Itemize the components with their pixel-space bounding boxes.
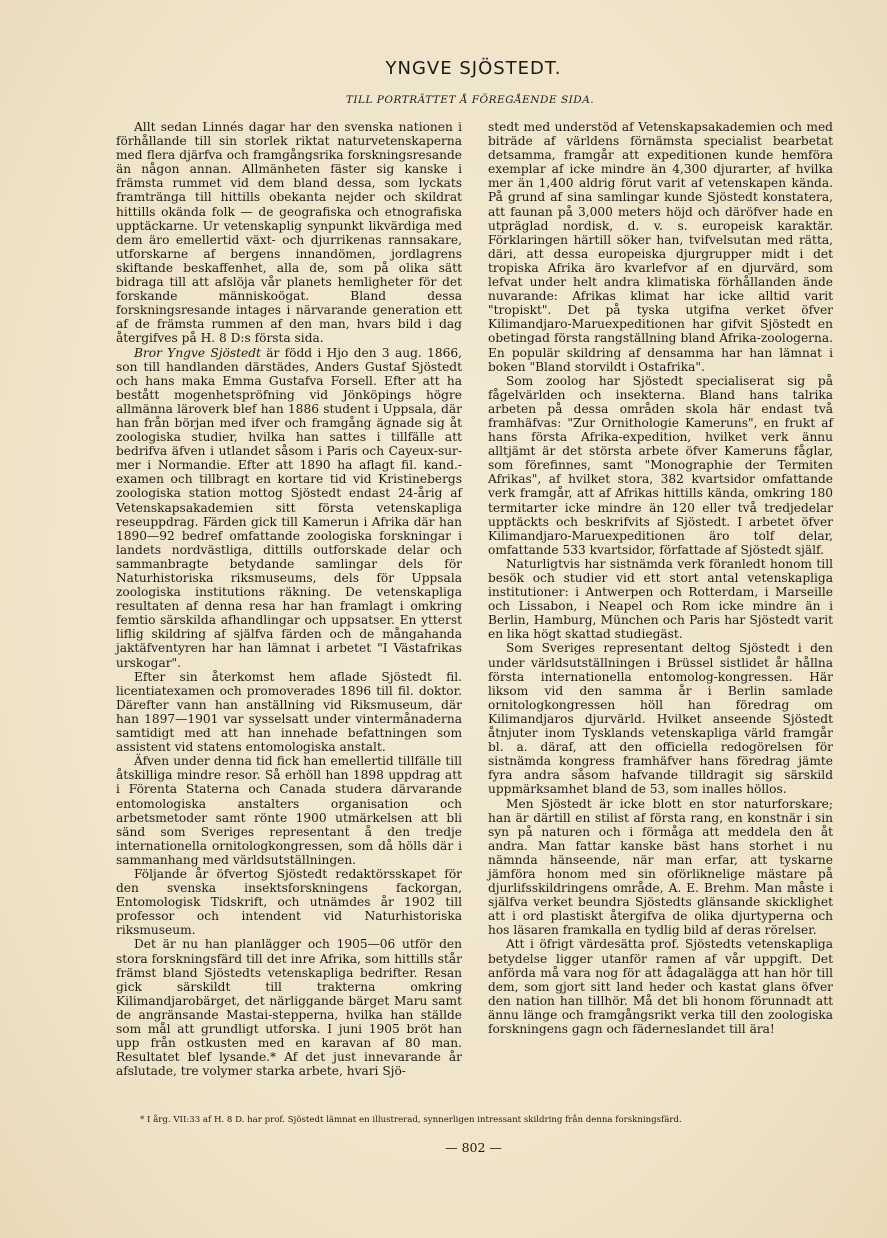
page-number: — 802 —	[445, 1140, 502, 1155]
paragraph: Det är nu han planlägger och 1905—06 utför den stora forskningsfärd till det inre Afrika, som hittills står främst bland Sjöstedts vetenskapliga bedrifter. Resan gick särskildt till trakterna omkring Kilimandjarobärget, det närliggande bärget Maru samt de angränsande Mastai-stepperna, hvilka han ställde som mål att grundligt utforska. I juni 1905 bröt han upp från ostkusten med en karavan af 80 man. Resultatet blef lysande.* Af det just innevarande år afslutade, tre volymer starka arbete, hvari Sjö-	[116, 937, 462, 1079]
paragraph: Som zoolog har Sjöstedt specialiserat sig på fågelvärlden och insekterna. Bland hans talrika arbeten på dessa områden skola här endast två framhäfvas: "Zur Ornithologie Kameruns", en frukt af hans första Afrika-expedition, hvilket verk ännu alltjämt är det största arbete öfver Kameruns fåglar, som förefinnes, samt "Monographie der Termiten Afrikas", af hvilket stora, 382 kvartsidor omfattande verk framgår, att af Afrikas hittills kända, omkring 180 termitarter icke mindre än 120 eller två tredjedelar upptäckts och beskrifvits af Sjöstedt. I arbetet öfver Kilimandjaro-Maruexpeditionen äro tolf delar, omfattande 533 kvartsidor, författade af Sjöstedt själf.	[488, 373, 833, 557]
article-subtitle: TILL PORTRÄTTET Å FÖREGÅENDE SIDA.	[345, 94, 595, 106]
paragraph: stedt med understöd af Vetenskapsakademien och med biträde af världens förnämsta specialist bearbetat detsamma, framgår att expeditionen kunde hemföra exemplar af icke mindre än 4,300 djurarter, af hvilka mer än 1,400 aldrig förut varit af vetenskapen kända. På grund af sina samlingar kunde Sjöstedt konstatera, att faunan på 3,000 meters höjd och däröfver hade en utpräglad nordisk, d. v. s. europeisk karaktär. Förklaringen härtill söker han, tvifvelsutan med rätta, däri, att dessa europeiska djurgrupper midt i det tropiska Afrika äro kvarlefvor af en djurvärd, som lefvat under helt andra klimatiska förhållanden ände nuvarande: Afrikas klimat har icke alltid varit "tropiskt". Det på tyska utgifna verket öfver Kilimandjaro-Maruexpeditionen har gifvit Sjöstedt en obetingad första rangställning bland Afrika-zoologerna. En populär skildring af densamma har han lämnat i boken "Bland storvildt i Ostafrika".	[488, 120, 833, 374]
paragraph: Äfven under denna tid fick han emellertid tillfälle till åtskilliga mindre resor. Så erhöll han 1898 uppdrag att i Förenta Staterna och Canada studera därvarande entomologiska anstalters organisation och arbetsmetoder samt rönte 1900 utmärkelsen att bli sänd som Sveriges representant å den tredje internationella ornitologkongressen, som då hölls där i sammanhang med världsutställningen.	[116, 754, 462, 867]
paragraph: Som Sveriges representant deltog Sjöstedt i den under världsutställningen i Brüssel sistlidet år hållna första internationella entomolog-kongressen. Här liksom vid den samma år i Berlin samlade ornitologkongressen höll han föredrag om Kilimandjaros djurvärld. Hvilket anseende Sjöstedt åtnjuter inom Tysklands vetenskapliga värld framgår bl. a. däraf, att den officiella redogörelsen för sistnämda kongress framhäfver hans föredrag jämte fyra andra såsom hafvande tilldragit sig särskild uppmärksamhet bland de 53, som inalles höllos.	[488, 641, 833, 797]
article-title: YNGVE SJÖSTEDT.	[385, 58, 562, 79]
paragraph: Allt sedan Linnés dagar har den svenska nationen i förhållande till sin storlek riktat naturvetenskaperna med flera djärfva och framgångsrika forskningsresande än någon annan. Allmänheten fäster sig kanske i främsta rummet vid dem bland dessa, som lyckats framtränga till hittills obekanta nejder och skildrat hittills okända folk — de geografiska och etnografiska upptäckarne. Ur vetenskaplig synpunkt likvärdiga med dem äro emellertid växt- och djurrikenas rannsakare, utforskarne af bergens innandömen, jordlagrens skiftande beskaffenhet, alla de, som på olika sätt bidraga till att afslöja vår planets hemligheter för det forskande människoögat. Bland dessa forskningsresande intages i närvarande generation ett af de främsta rummen af den man, hvars bild i dag återgifves på H. 8 D:s första sida.	[116, 120, 462, 346]
paragraph: Men Sjöstedt är icke blott en stor naturforskare; han är därtill en stilist af första rang, en konstnär i sin syn på naturen och i förmåga att meddela den åt andra. Man fattar kanske bäst hans storhet i nu nämnda hänseende, när man erfar, att tyskarne jämföra honom med sin oförliknelige mästare på djurlifsskildringens område, A. E. Brehm. Man måste i själfva verket beundra Sjöstedts glänsande skicklighet att i ord plastiskt återgifva de olika djurtyperna och hos läsaren framkalla en tydlig bild af deras rörelser.	[488, 796, 833, 938]
paragraph: Efter sin återkomst hem aflade Sjöstedt fil. licentiatexamen och promoverades 1896 till fil. doktor. Därefter vann han anställning vid Riksmuseum, där han 1897—1901 var sysselsatt under vintermånaderna samtidigt med att han innehade befattningen som assistent vid statens entomologiska anstalt.	[116, 669, 462, 755]
paragraph-text: är född i Hjo den 3 aug. 1866, son till handlanden därstädes, Anders Gustaf Sjöstedt och hans maka Emma Gustafva Forsell. Efter att ha bestått mogenhetspröfning vid Jönköpings högre allmänna läroverk blef han 1886 student i Uppsala, där han från början med ifver och framgång ägnade sig åt zoologiska studier, hvilka han sattes i tillfälle att bedrifva äfven i utlandet såsom i Paris och Cayeux-sur-mer i Normandie. Efter att 1890 ha aflagt fil. kand.-examen och tillbragt en kortare tid vid Kristinebergs zoologiska station mottog Sjöstedt endast 24-årig af Vetenskapsakademien sitt första vetenskapliga reseuppdrag. Färden gick till Kamerun i Afrika där han 1890—92 bedref omfattande zoologiska forskningar i landets nordvästliga, dittills outforskade delar och sammanbragte betydande samlingar dels för Naturhistoriska riksmuseums, dels för Uppsala zoologiska institutions räkning. De vetenskapliga resultaten af denna resa har han framlagt i omkring femtio särskilda afhandlingar och uppsatser. En ytterst liflig skildring af själfva färden och de mångahanda jaktäfventyren har han lämnat i arbetet "I Västafrikas urskogar".	[116, 345, 462, 670]
paragraph: Följande år öfvertog Sjöstedt redaktörsskapet för den svenska insektsforskningens fackorgan, Entomologisk Tidskrift, och utnämdes år 1902 till professor och intendent vid Naturhistoriska riksmuseum.	[116, 866, 462, 938]
footnote: * I årg. VII:33 af H. 8 D. har prof. Sjöstedt lämnat en illustrerad, synnerligen intressant skildring från denna forskningsfärd.	[140, 1115, 682, 1125]
paragraph: Naturligtvis har sistnämda verk föranledt honom till besök och studier vid ett stort antal vetenskapliga institutioner: i Antwerpen och Rotterdam, i Marseille och Lissabon, i Neapel och Rom icke mindre än i Berlin, Hamburg, München och Paris har Sjöstedt varit en lika högt skattad studiegäst.	[488, 556, 833, 642]
left-column	[116, 120, 462, 1078]
paragraph	[116, 346, 462, 670]
paragraph: Att i öfrigt värdesätta prof. Sjöstedts vetenskapliga betydelse ligger utanför ramen af vår uppgift. Det anförda må vara nog för att ådagalägga att han hör till dem, som gjort sitt land heder och kastat glans öfver den nation han tillhör. Må det bli honom förunnadt att ännu länge och framgångsrikt verka till den zoologiska forskningens gagn och fäderneslandet till ära!	[488, 937, 833, 1036]
right-column	[488, 120, 833, 1036]
subject-name: Bror Yngve Sjöstedt	[134, 345, 261, 360]
